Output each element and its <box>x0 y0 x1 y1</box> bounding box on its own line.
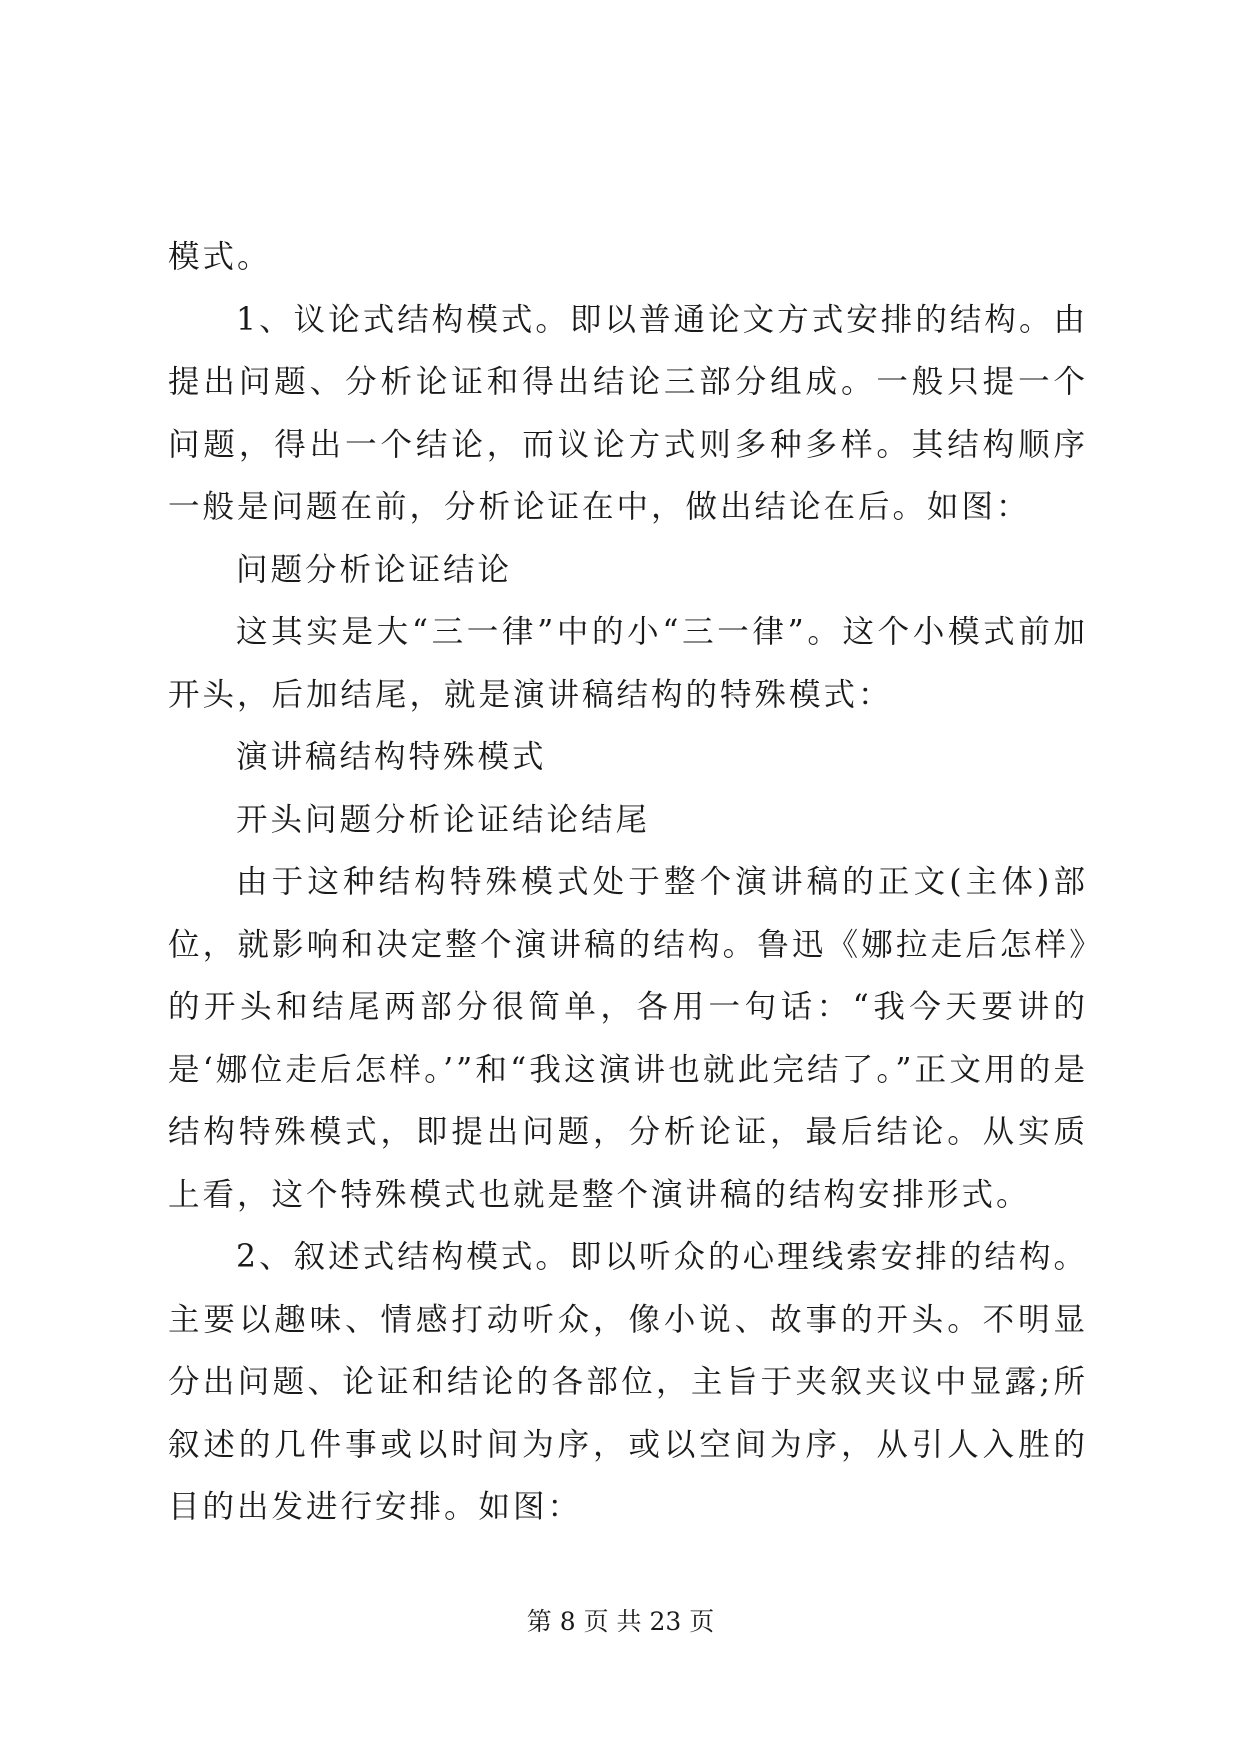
paragraph-diagram-line-1: 问题分析论证结论 <box>236 551 513 588</box>
paragraph-diagram-line-2: 开头问题分析论证结论结尾 <box>236 801 651 838</box>
paragraph-lu-xun-example: 由于这种结构特殊模式处于整个演讲稿的正文(主体)部位，就影响和决定整个演讲稿的结构。鲁迅《娜拉走后怎样》的开头和结尾两部分很简单，各用一句话：“我今天要讲的是‘娜位走后怎样。’”和“我这演讲也就此完结了。”正文用的是结构特殊模式，即提出问题，分析论证，最后结论。从实质上看，这个特殊模式也就是整个演讲稿的结构安排形式。 <box>168 864 1088 1213</box>
paragraph-three-unities: 这其实是大“三一律”中的小“三一律”。这个小模式前加开头，后加结尾，就是演讲稿结构的特殊模式： <box>168 614 1088 713</box>
page-footer: 第 8 页 共 23 页 <box>526 1607 715 1636</box>
body-text <box>168 226 1088 1539</box>
paragraph-narrative-structure: 2、叙述式结构模式。即以听众的心理线索安排的结构。主要以趣味、情感打动听众，像小说、故事的开头。不明显分出问题、论证和结论的各部位，主旨于夹叙夹议中显露;所叙述的几件事或以时间为序，或以空间为序，从引人入胜的目的出发进行安排。如图： <box>168 1239 1088 1525</box>
paragraph-continuation: 模式。 <box>168 239 272 275</box>
paragraph-diagram-title: 演讲稿结构特殊模式 <box>236 739 547 775</box>
paragraph-argumentative-structure: 1、议论式结构模式。即以普通论文方式安排的结构。由提出问题、分析论证和得出结论三部分组成。一般只提一个问题，得出一个结论，而议论方式则多种多样。其结构顺序一般是问题在前，分析论证在中，做出结论在后。如图： <box>168 301 1088 525</box>
